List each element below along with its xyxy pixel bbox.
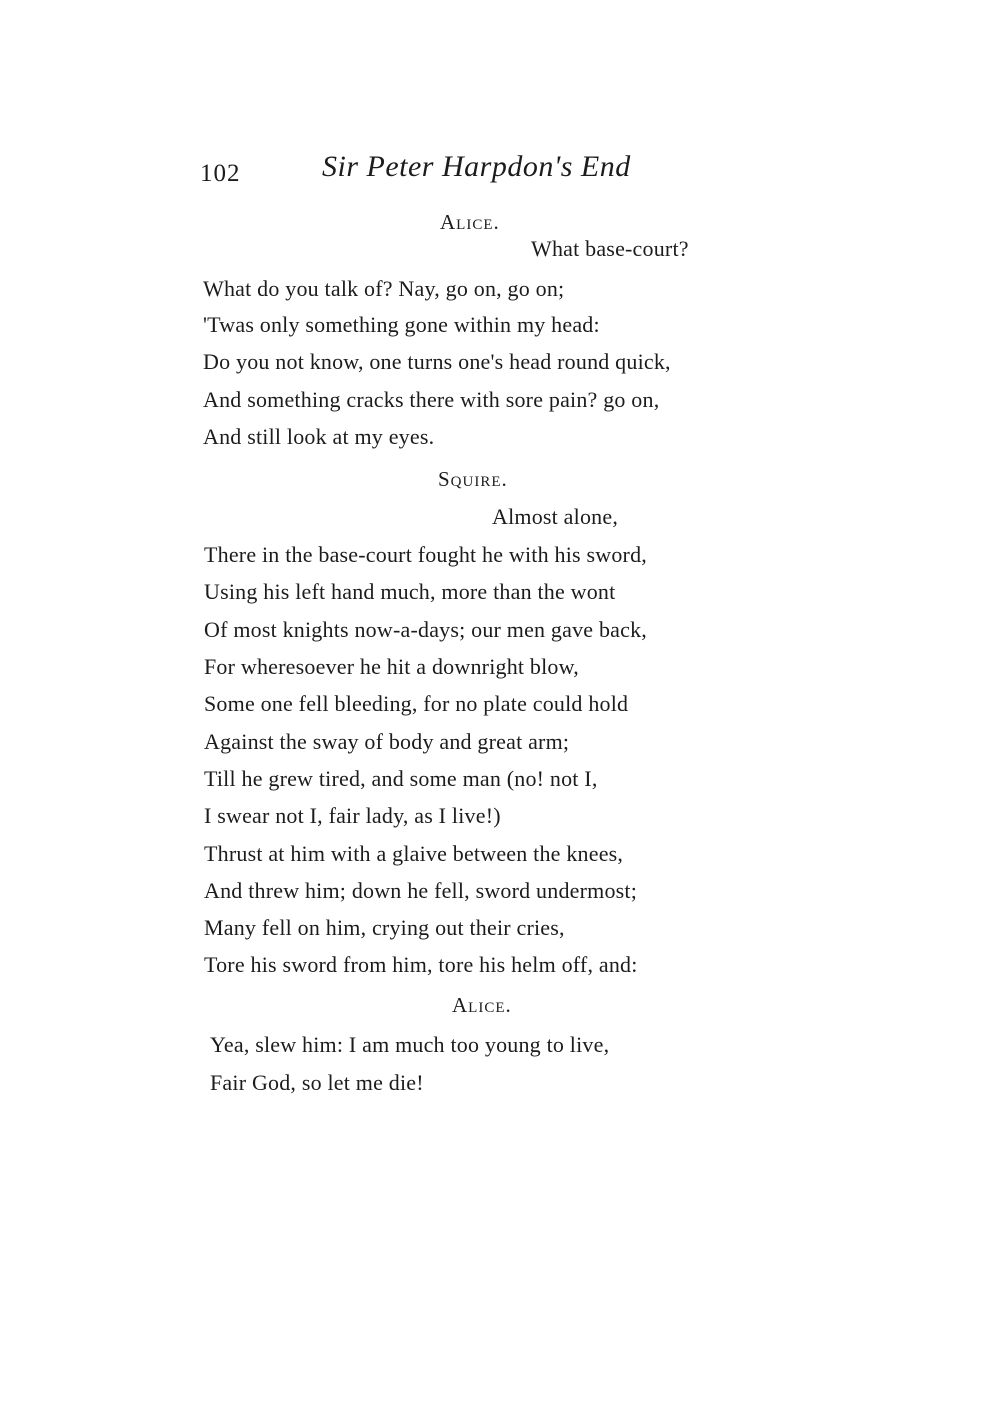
verse-line: And threw him; down he fell, sword undermost; xyxy=(204,878,638,903)
verse-line: Almost alone, xyxy=(492,504,619,529)
verse-line: Fair God, so let me die! xyxy=(210,1070,424,1095)
verse-line: Of most knights now-a-days; our men gave back, xyxy=(204,617,647,642)
speaker-name: Squire. xyxy=(438,467,508,491)
verse-line: Thrust at him with a glaive between the knees, xyxy=(204,841,624,866)
verse-line: Do you not know, one turns one's head round quick, xyxy=(203,349,671,374)
verse-line: 'Twas only something gone within my head: xyxy=(203,312,600,337)
verse-line: Yea, slew him: I am much too young to live, xyxy=(210,1032,610,1057)
verse-line: And something cracks there with sore pain? go on, xyxy=(203,387,660,412)
verse-line: Many fell on him, crying out their cries, xyxy=(204,915,565,940)
verse-line: Some one fell bleeding, for no plate could hold xyxy=(204,691,629,716)
verse-line: Till he grew tired, and some man (no! not I, xyxy=(204,766,598,791)
speaker-name: Alice. xyxy=(440,210,500,234)
running-title: Sir Peter Harpdon's End xyxy=(322,150,631,183)
running-head xyxy=(200,150,700,190)
verse-line: For wheresoever he hit a downright blow, xyxy=(204,654,579,679)
verse-line: And still look at my eyes. xyxy=(203,424,435,449)
speaker-name: Alice. xyxy=(452,993,512,1017)
verse-line: What base-court? xyxy=(531,236,689,261)
verse-line: Against the sway of body and great arm; xyxy=(204,729,570,754)
page-number: 102 xyxy=(200,160,241,187)
verse-line: What do you talk of? Nay, go on, go on; xyxy=(203,276,565,301)
verse-line: There in the base-court fought he with his sword, xyxy=(204,542,647,567)
verse-line: Using his left hand much, more than the wont xyxy=(204,579,616,604)
verse-line: I swear not I, fair lady, as I live!) xyxy=(204,803,501,828)
verse-line: Tore his sword from him, tore his helm off, and: xyxy=(204,952,638,977)
